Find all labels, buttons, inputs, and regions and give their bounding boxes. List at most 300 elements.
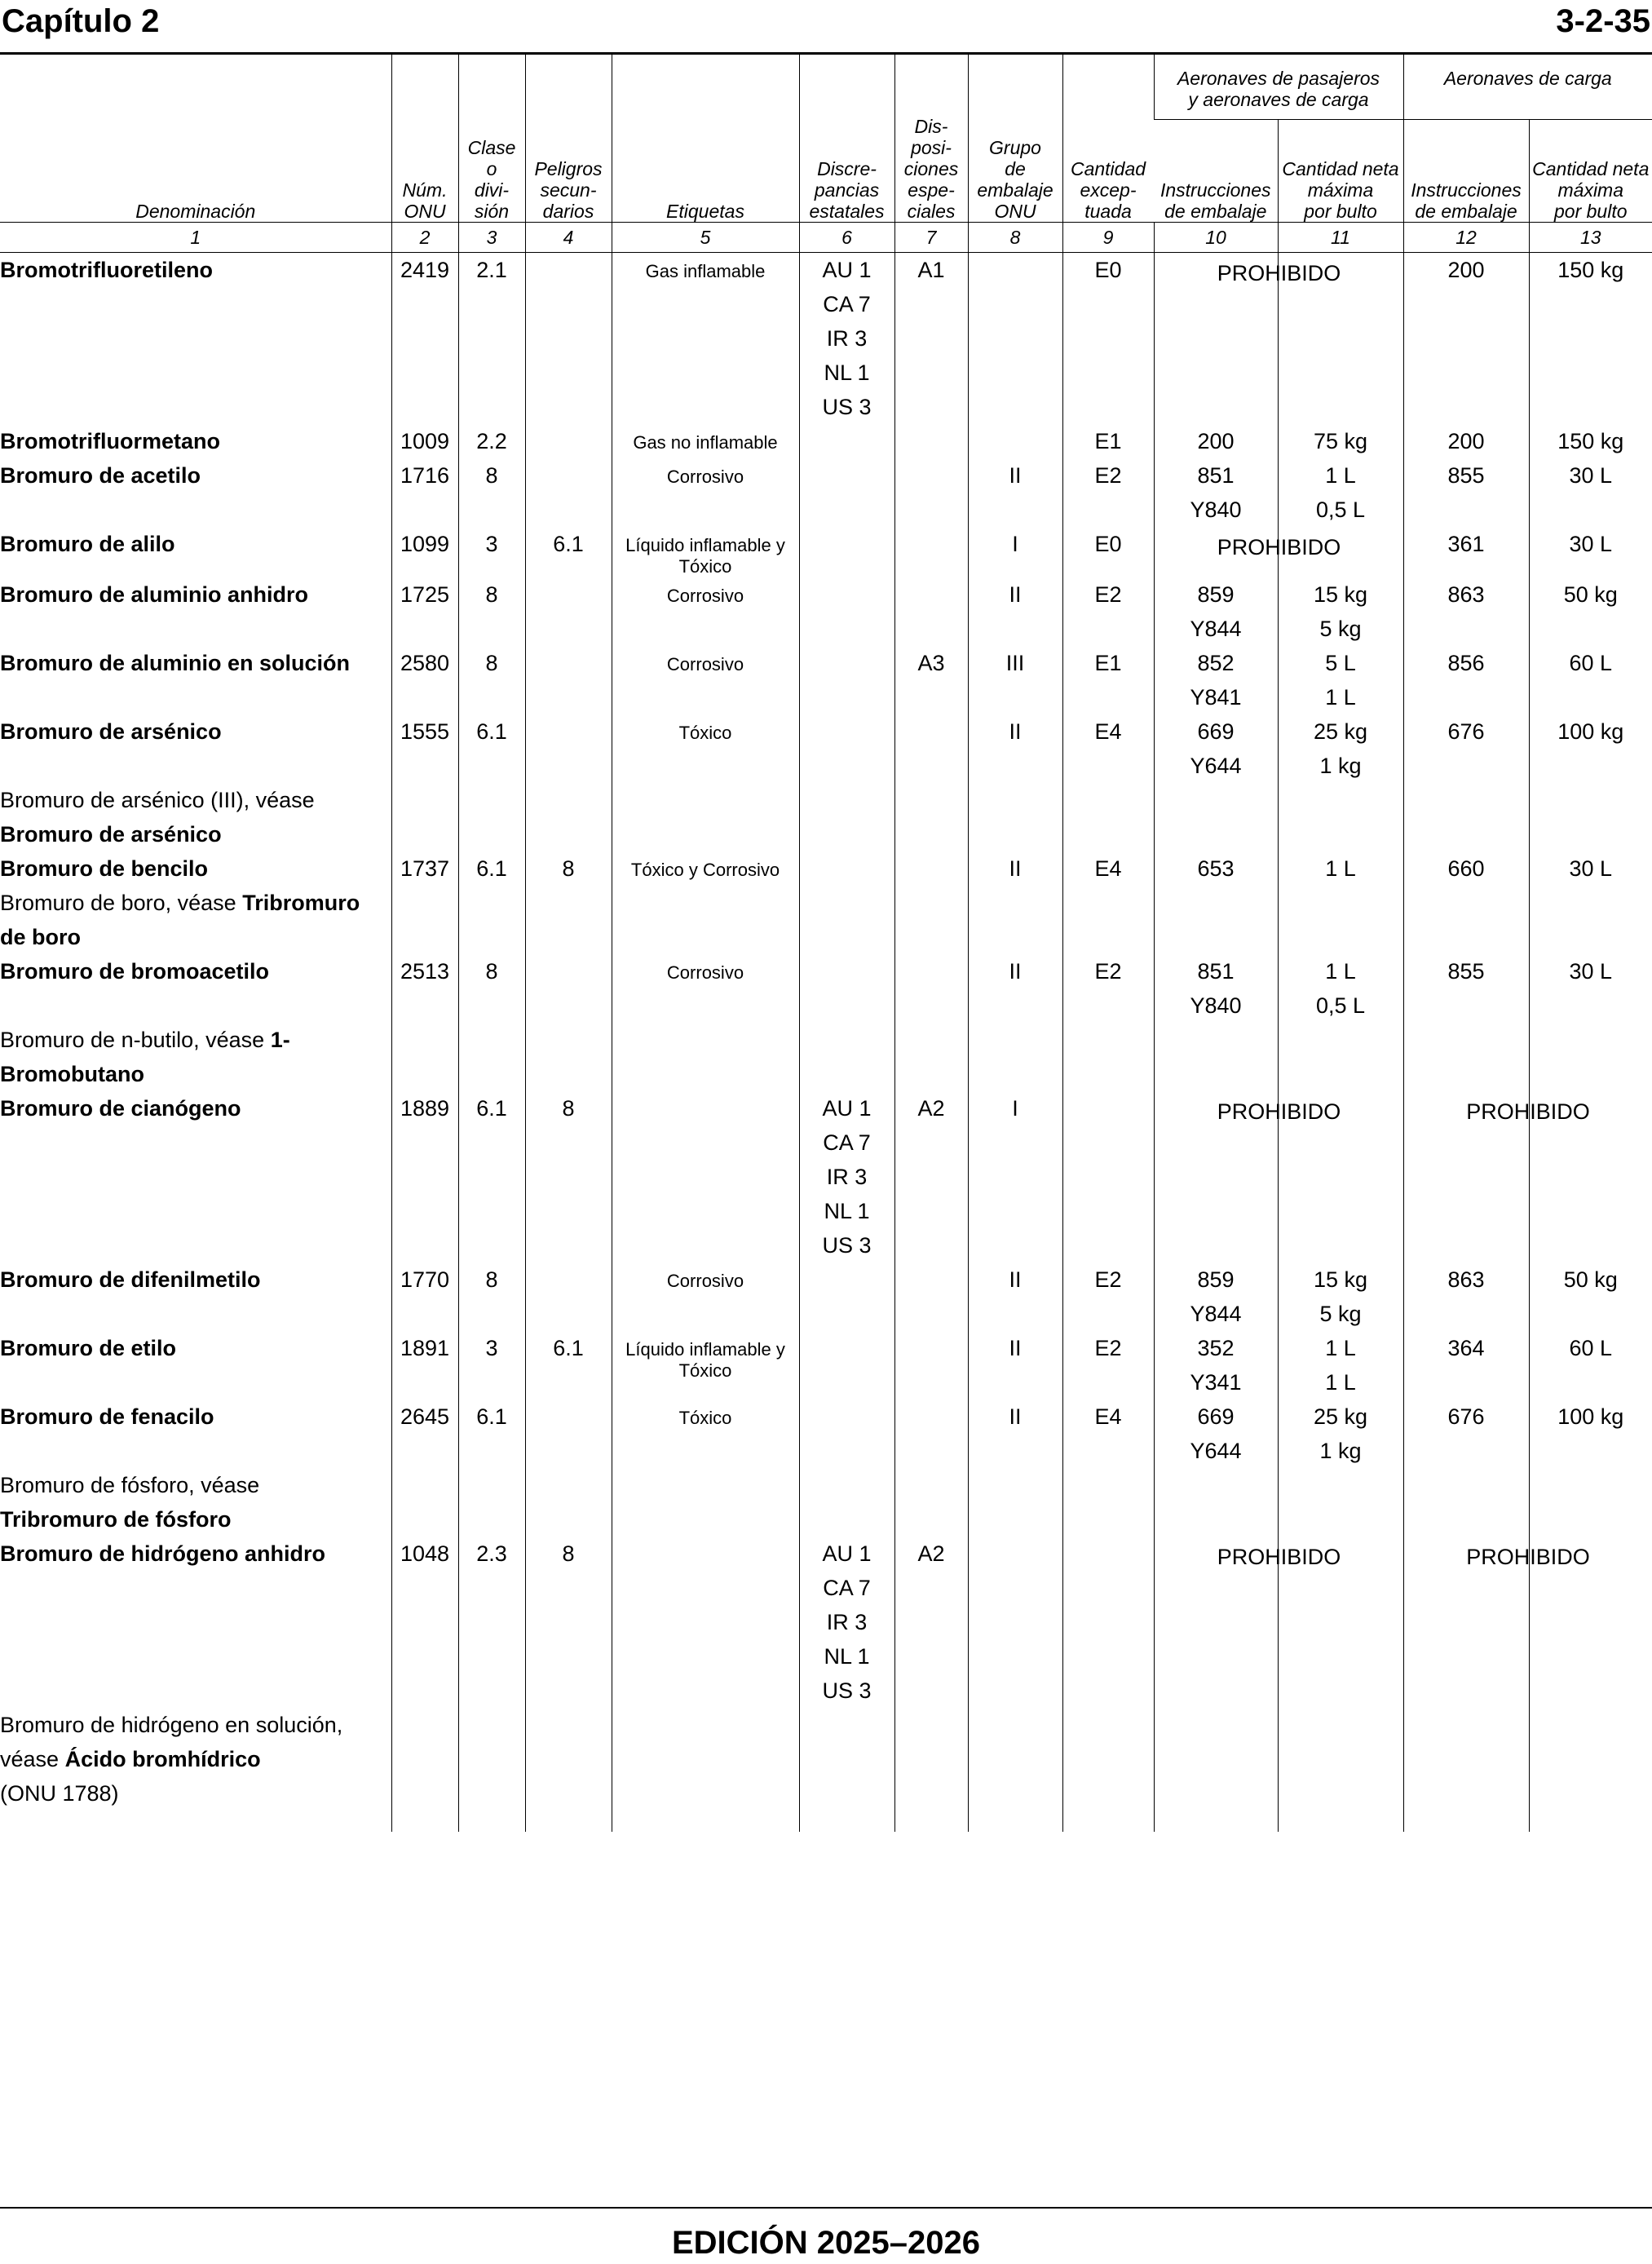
state-variation-value: NL 1	[824, 1644, 870, 1669]
entry-name	[0, 458, 391, 527]
excepted-quantity: E2	[1062, 1331, 1154, 1400]
table-row	[0, 1400, 1652, 1468]
see-text: Bromuro de n-butilo, véase	[0, 1028, 265, 1052]
state-variation-value: IR 3	[826, 326, 868, 351]
cargo-prohibited-text: PROHIBIDO	[1466, 1545, 1590, 1569]
empty-cell	[458, 886, 525, 954]
column-number: 8	[968, 223, 1062, 253]
hazard-label: Tóxico y Corrosivo	[612, 851, 799, 886]
pax-packing-instruction-value: Y341	[1190, 1370, 1242, 1395]
pax-max-quantity	[1278, 1262, 1403, 1331]
col-header-instrucciones-cargo: Instrucciones de embalaje	[1403, 120, 1529, 223]
cargo-max-quantity: 100 kg	[1529, 1400, 1652, 1468]
subsidiary-hazard	[525, 577, 612, 646]
see-text: Bromuro de arsénico (III), véase	[0, 788, 315, 812]
empty-cell	[894, 886, 968, 954]
column-number: 10	[1154, 223, 1278, 253]
entry-name	[0, 1023, 391, 1091]
empty-cell	[1403, 886, 1529, 954]
entry-name-text: Bromuro de alilo	[0, 532, 175, 556]
empty-cell	[525, 886, 612, 954]
pax-max-quantity-value: 5 L	[1325, 651, 1356, 675]
empty-cell	[391, 783, 458, 851]
empty-cell	[1529, 1468, 1652, 1537]
un-number: 1891	[391, 1331, 458, 1400]
empty-cell	[1529, 886, 1652, 954]
pax-max-quantity-value: 0,5 L	[1315, 497, 1366, 522]
pax-packing-instruction	[1154, 1262, 1278, 1331]
packing-group: II	[968, 1262, 1062, 1331]
empty-cell	[799, 1708, 894, 1832]
special-provision	[894, 577, 968, 646]
empty-cell	[1062, 886, 1154, 954]
cargo-packing-instruction: 863	[1403, 577, 1529, 646]
see-note: (ONU 1788)	[0, 1781, 119, 1806]
empty-cell	[612, 1708, 799, 1832]
cargo-packing-instruction: 855	[1403, 954, 1529, 1023]
state-variation	[799, 577, 894, 646]
pax-packing-instruction-value: 851	[1197, 959, 1235, 984]
special-provision: A2	[894, 1537, 968, 1708]
pax-packing-instruction-value: 851	[1197, 463, 1235, 488]
subsidiary-hazard	[525, 954, 612, 1023]
special-provision	[894, 714, 968, 783]
pax-packing-instruction-value: 859	[1197, 582, 1235, 607]
subsidiary-hazard	[525, 646, 612, 714]
chapter-title: Capítulo 2	[2, 3, 160, 39]
pax-packing-instruction-value: 669	[1197, 1404, 1235, 1429]
pax-packing-instruction-value: 653	[1197, 856, 1235, 881]
pax-max-quantity	[1278, 646, 1403, 714]
state-variation-value: AU 1	[822, 1541, 872, 1566]
table-row	[0, 646, 1652, 714]
empty-cell	[458, 1708, 525, 1832]
empty-cell	[1062, 1023, 1154, 1091]
pax-packing-instruction	[1154, 954, 1278, 1023]
cargo-max-quantity: 30 L	[1529, 851, 1652, 886]
pax-max-quantity-value: 75 kg	[1313, 429, 1368, 453]
dangerous-goods-table	[0, 55, 1652, 1832]
subsidiary-hazard: 6.1	[525, 1331, 612, 1400]
class-division: 8	[458, 458, 525, 527]
empty-cell	[391, 886, 458, 954]
hazard-label: Corrosivo	[612, 1262, 799, 1331]
empty-cell	[1403, 783, 1529, 851]
table-row	[0, 886, 1652, 954]
entry-name-text: Bromuro de hidrógeno anhidro	[0, 1541, 325, 1566]
un-number: 1725	[391, 577, 458, 646]
subsidiary-hazard: 8	[525, 1537, 612, 1708]
empty-cell	[612, 886, 799, 954]
entry-name-text: Bromuro de aluminio anhidro	[0, 582, 309, 607]
empty-cell	[1529, 1708, 1652, 1832]
empty-cell	[1154, 1468, 1278, 1537]
excepted-quantity: E4	[1062, 714, 1154, 783]
entry-name	[0, 783, 391, 851]
table-row	[0, 253, 1652, 425]
pax-packing-instruction-value: 859	[1197, 1267, 1235, 1292]
empty-cell	[612, 783, 799, 851]
entry-name	[0, 1537, 391, 1708]
edition-footer: EDICIÓN 2025–2026	[671, 2225, 980, 2261]
cargo-packing-instruction: 660	[1403, 851, 1529, 886]
hazard-label: Corrosivo	[612, 458, 799, 527]
empty-cell	[391, 1023, 458, 1091]
col-header-clase: Clase o divi- sión	[458, 55, 525, 223]
column-number: 12	[1403, 223, 1529, 253]
hazard-label: Líquido inflamable y Tóxico	[612, 527, 799, 577]
see-reference: Bromuro de arsénico	[0, 822, 222, 847]
pax-max-quantity	[1278, 714, 1403, 783]
cargo-packing-instruction: 364	[1403, 1331, 1529, 1400]
empty-cell	[1154, 886, 1278, 954]
col-header-discrepancias: Discre- pancias estatales	[799, 55, 894, 223]
entry-name-text: Bromuro de arsénico	[0, 719, 222, 744]
packing-group: II	[968, 458, 1062, 527]
empty-cell	[799, 1468, 894, 1537]
pax-packing-instruction-value: Y840	[1190, 497, 1242, 522]
pax-packing-instruction-value: Y840	[1190, 993, 1242, 1018]
pax-packing-instruction-value: Y841	[1190, 685, 1242, 710]
table-row	[0, 714, 1652, 783]
empty-cell	[968, 1468, 1062, 1537]
un-number: 1009	[391, 424, 458, 458]
empty-cell	[1278, 1468, 1403, 1537]
pax-max-quantity-value: 1 L	[1325, 685, 1356, 710]
pax-max-quantity	[1278, 1400, 1403, 1468]
empty-cell	[1062, 783, 1154, 851]
pax-packing-instruction-value: Y644	[1190, 1439, 1242, 1463]
empty-cell	[1403, 1468, 1529, 1537]
see-reference: 1-Bromobutano	[0, 1028, 290, 1086]
empty-cell	[894, 783, 968, 851]
empty-cell	[1278, 886, 1403, 954]
hazard-label: Tóxico	[612, 714, 799, 783]
pax-max-quantity-value: 5 kg	[1319, 1302, 1362, 1326]
excepted-quantity: E0	[1062, 527, 1154, 577]
empty-cell	[1403, 1708, 1529, 1832]
col-header-cantidad-pax: Cantidad neta máxima por bulto	[1278, 120, 1403, 223]
pax-max-quantity-value: 5 kg	[1319, 617, 1362, 641]
special-provision	[894, 1331, 968, 1400]
entry-name-text: Bromuro de bencilo	[0, 856, 209, 881]
pax-max-quantity	[1278, 851, 1403, 886]
un-number: 1889	[391, 1091, 458, 1262]
empty-cell	[1154, 1708, 1278, 1832]
pax-packing-instruction	[1154, 424, 1278, 458]
table-row	[0, 424, 1652, 458]
group-header-pasajeros: Aeronaves de pasajeros y aeronaves de carga	[1154, 55, 1403, 120]
column-number: 3	[458, 223, 525, 253]
packing-group: I	[968, 1091, 1062, 1262]
subsidiary-hazard: 6.1	[525, 527, 612, 577]
state-variation-value: CA 7	[823, 1130, 871, 1155]
state-variation-value: US 3	[822, 1233, 872, 1258]
packing-group	[968, 1537, 1062, 1708]
entry-name	[0, 1331, 391, 1400]
cargo-max-quantity: 30 L	[1529, 954, 1652, 1023]
un-number: 1770	[391, 1262, 458, 1331]
empty-cell	[525, 783, 612, 851]
cargo-packing-instruction: 856	[1403, 646, 1529, 714]
empty-cell	[968, 783, 1062, 851]
packing-group: III	[968, 646, 1062, 714]
state-variation-value: NL 1	[824, 360, 870, 385]
column-number: 6	[799, 223, 894, 253]
table-row	[0, 1708, 1652, 1832]
table-body	[0, 253, 1652, 1833]
entry-name-text: Bromuro de difenilmetilo	[0, 1267, 261, 1292]
state-variation	[799, 1400, 894, 1468]
un-number: 1716	[391, 458, 458, 527]
state-variation-value: CA 7	[823, 292, 871, 316]
pax-packing-instruction	[1154, 714, 1278, 783]
empty-cell	[968, 1708, 1062, 1832]
pax-max-quantity-value: 1 L	[1325, 959, 1356, 984]
state-variation-value: NL 1	[824, 1199, 870, 1223]
footer-rule	[0, 2207, 1652, 2209]
class-division: 8	[458, 646, 525, 714]
subsidiary-hazard	[525, 253, 612, 425]
class-division: 2.1	[458, 253, 525, 425]
column-number: 5	[612, 223, 799, 253]
pax-prohibited-text: PROHIBIDO	[1217, 535, 1341, 559]
cargo-packing-instruction: 676	[1403, 1400, 1529, 1468]
entry-name-text: Bromuro de fenacilo	[0, 1404, 214, 1429]
empty-cell	[612, 1468, 799, 1537]
class-division: 3	[458, 1331, 525, 1400]
pax-prohibited-text: PROHIBIDO	[1217, 261, 1341, 285]
pax-packing-instruction-value: 352	[1197, 1336, 1235, 1360]
entry-name	[0, 851, 391, 886]
un-number: 1099	[391, 527, 458, 577]
excepted-quantity: E2	[1062, 954, 1154, 1023]
table-row	[0, 1091, 1652, 1262]
pax-prohibited-cell	[1154, 1091, 1341, 1262]
special-provision: A3	[894, 646, 968, 714]
state-variation	[799, 646, 894, 714]
column-number: 7	[894, 223, 968, 253]
cargo-prohibited-text: PROHIBIDO	[1466, 1099, 1590, 1124]
empty-cell	[1278, 783, 1403, 851]
state-variation	[799, 1091, 894, 1262]
empty-cell	[1403, 1023, 1529, 1091]
see-text: Bromuro de boro, véase	[0, 891, 236, 915]
entry-name	[0, 577, 391, 646]
entry-name-text: Bromotrifluormetano	[0, 429, 220, 453]
empty-cell	[612, 1023, 799, 1091]
entry-name-text: Bromuro de acetilo	[0, 463, 201, 488]
special-provision	[894, 1400, 968, 1468]
empty-cell	[1278, 1708, 1403, 1832]
cargo-max-quantity: 150 kg	[1529, 253, 1652, 425]
cargo-packing-instruction: 200	[1403, 253, 1529, 425]
pax-max-quantity	[1278, 1331, 1403, 1400]
column-number: 11	[1278, 223, 1403, 253]
hazard-label: Gas no inflamable	[612, 424, 799, 458]
entry-name	[0, 1708, 391, 1832]
special-provision	[894, 851, 968, 886]
pax-max-quantity-value: 25 kg	[1313, 719, 1368, 744]
class-division: 6.1	[458, 1091, 525, 1262]
cargo-max-quantity: 150 kg	[1529, 424, 1652, 458]
empty-cell	[799, 1023, 894, 1091]
pax-packing-instruction	[1154, 851, 1278, 886]
pax-packing-instruction	[1154, 1331, 1278, 1400]
entry-name-text: Bromuro de bromoacetilo	[0, 959, 270, 984]
hazard-label: Tóxico	[612, 1400, 799, 1468]
special-provision	[894, 458, 968, 527]
hazard-label	[612, 1537, 799, 1708]
pax-prohibited-text: PROHIBIDO	[1217, 1099, 1341, 1124]
state-variation	[799, 714, 894, 783]
state-variation	[799, 1537, 894, 1708]
class-division: 6.1	[458, 1400, 525, 1468]
special-provision	[894, 954, 968, 1023]
state-variation-value: CA 7	[823, 1576, 871, 1600]
entry-name	[0, 527, 391, 577]
col-header-instrucciones-pax: Instrucciones de embalaje	[1159, 179, 1271, 222]
empty-cell	[458, 1468, 525, 1537]
empty-cell	[894, 1023, 968, 1091]
hazard-label: Corrosivo	[612, 954, 799, 1023]
entry-name-text: Bromuro de cianógeno	[0, 1096, 241, 1121]
excepted-quantity: E0	[1062, 253, 1154, 425]
subsidiary-hazard	[525, 458, 612, 527]
col-header-cantidad-exceptuada: Cantidad excep- tuada	[1062, 55, 1154, 223]
pax-max-quantity-value: 1 L	[1325, 463, 1356, 488]
see-reference: Ácido bromhídrico	[64, 1747, 261, 1771]
packing-group: II	[968, 577, 1062, 646]
see-reference: Tribromuro de fósforo	[0, 1507, 232, 1532]
pax-max-quantity-value: 15 kg	[1313, 582, 1368, 607]
excepted-quantity: E1	[1062, 646, 1154, 714]
packing-group: II	[968, 1400, 1062, 1468]
entry-name	[0, 253, 391, 425]
entry-name	[0, 714, 391, 783]
un-number: 2645	[391, 1400, 458, 1468]
class-division: 8	[458, 954, 525, 1023]
hazard-label: Corrosivo	[612, 646, 799, 714]
packing-group	[968, 253, 1062, 425]
cargo-packing-instruction: 200	[1403, 424, 1529, 458]
pax-max-quantity-value: 1 kg	[1319, 754, 1362, 778]
pax-max-quantity-value: 1 kg	[1319, 1439, 1362, 1463]
entry-name	[0, 1262, 391, 1331]
state-variation-value: AU 1	[822, 1096, 872, 1121]
cargo-max-quantity: 60 L	[1529, 646, 1652, 714]
special-provision: A2	[894, 1091, 968, 1262]
subsidiary-hazard	[525, 1400, 612, 1468]
cargo-max-quantity: 100 kg	[1529, 714, 1652, 783]
col-header-peligros: Peligros secun- darios	[525, 55, 612, 223]
packing-group: I	[968, 527, 1062, 577]
empty-cell	[968, 1023, 1062, 1091]
pax-packing-instruction	[1154, 1400, 1278, 1468]
cargo-packing-instruction: 676	[1403, 714, 1529, 783]
pax-max-quantity-value: 25 kg	[1313, 1404, 1368, 1429]
empty-cell	[391, 1468, 458, 1537]
see-reference: Tribromuro de boro	[0, 891, 360, 949]
table-row	[0, 458, 1652, 527]
pax-max-quantity	[1278, 458, 1403, 527]
empty-cell	[799, 886, 894, 954]
packing-group: II	[968, 1331, 1062, 1400]
un-number: 2513	[391, 954, 458, 1023]
col-header-denominacion: Denominación	[135, 201, 256, 222]
pax-prohibited-text: PROHIBIDO	[1217, 1545, 1341, 1569]
col-header-num-onu: Núm. ONU	[391, 55, 458, 223]
pax-packing-instruction-value: 669	[1197, 719, 1235, 744]
entry-name	[0, 954, 391, 1023]
empty-cell	[1278, 1023, 1403, 1091]
table-row	[0, 527, 1652, 577]
pax-prohibited-cell	[1154, 1537, 1341, 1708]
excepted-quantity: E2	[1062, 1262, 1154, 1331]
empty-cell	[525, 1023, 612, 1091]
empty-cell	[894, 1708, 968, 1832]
packing-group: II	[968, 954, 1062, 1023]
pax-max-quantity-value: 1 L	[1325, 1370, 1356, 1395]
pax-max-quantity-value: 1 L	[1325, 856, 1356, 881]
un-number: 1555	[391, 714, 458, 783]
see-text: Bromuro de fósforo, véase	[0, 1473, 260, 1497]
cargo-packing-instruction: 361	[1403, 527, 1529, 577]
pax-packing-instruction-value: 200	[1197, 429, 1235, 453]
state-variation	[799, 954, 894, 1023]
state-variation-value: US 3	[822, 1678, 872, 1703]
cargo-packing-instruction: 863	[1403, 1262, 1529, 1331]
table-row	[0, 1468, 1652, 1537]
cargo-max-quantity: 60 L	[1529, 1331, 1652, 1400]
class-division: 2.2	[458, 424, 525, 458]
hazard-label	[612, 1091, 799, 1262]
empty-cell	[458, 783, 525, 851]
state-variation-value: IR 3	[826, 1610, 868, 1634]
un-number: 2419	[391, 253, 458, 425]
empty-cell	[1154, 1023, 1278, 1091]
empty-cell	[391, 1708, 458, 1832]
excepted-quantity: E2	[1062, 458, 1154, 527]
subsidiary-hazard: 8	[525, 1091, 612, 1262]
packing-group	[968, 424, 1062, 458]
table-row	[0, 1537, 1652, 1708]
hazard-label: Gas inflamable	[612, 253, 799, 425]
un-number: 2580	[391, 646, 458, 714]
cargo-max-quantity: 30 L	[1529, 527, 1652, 577]
group-header-carga: Aeronaves de carga	[1403, 55, 1652, 120]
column-number: 1	[0, 223, 391, 253]
state-variation	[799, 424, 894, 458]
entry-name-text: Bromuro de aluminio en solución	[0, 651, 351, 675]
class-division: 8	[458, 1262, 525, 1331]
table-row	[0, 1023, 1652, 1091]
subsidiary-hazard: 8	[525, 851, 612, 886]
subsidiary-hazard	[525, 714, 612, 783]
empty-cell	[894, 1468, 968, 1537]
pax-max-quantity-value: 15 kg	[1313, 1267, 1368, 1292]
pax-prohibited-cell	[1154, 253, 1341, 425]
pax-packing-instruction-value: Y644	[1190, 754, 1242, 778]
empty-cell	[458, 1023, 525, 1091]
hazard-label: Líquido inflamable y Tóxico	[612, 1331, 799, 1400]
pax-max-quantity	[1278, 577, 1403, 646]
packing-group: II	[968, 851, 1062, 886]
empty-cell	[1529, 783, 1652, 851]
cargo-packing-instruction: 855	[1403, 458, 1529, 527]
class-division: 6.1	[458, 714, 525, 783]
subsidiary-hazard	[525, 424, 612, 458]
